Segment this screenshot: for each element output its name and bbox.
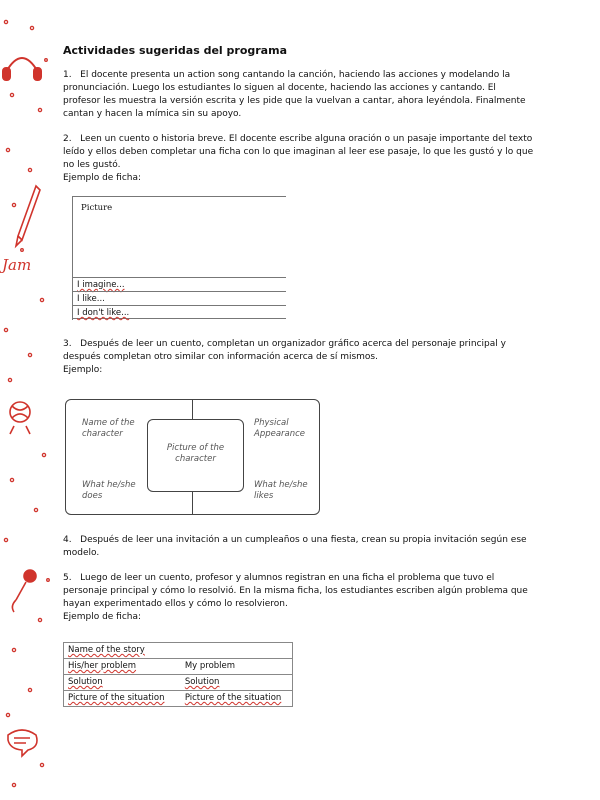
table-cell: [64, 691, 175, 707]
activity-4: 4. Después de leer una invitación a un cumpleaños o una fiesta, crean su propia invitación según ese modelo.: [63, 535, 527, 558]
table-cell: [175, 675, 293, 691]
table-row: [64, 675, 293, 691]
page-title: Actividades sugeridas del programa: [63, 44, 287, 57]
ficha-picture-label: Picture: [81, 203, 113, 213]
cell-text: Picture of the situation: [68, 693, 165, 703]
organizer-top-left: Name of the character: [82, 418, 135, 439]
table-row: [64, 659, 293, 675]
ficha-problem-solution: [63, 642, 293, 707]
jam-doodle-icon: Jam: [2, 256, 32, 274]
organizer-bottom-left: What he/she does: [82, 480, 136, 501]
microphone-icon: [12, 570, 36, 612]
speech-bubble-icon: [8, 730, 37, 756]
example-label-1: Ejemplo de ficha:: [63, 173, 142, 183]
document-body: [63, 44, 535, 624]
table-cell: [175, 659, 293, 675]
organizer-bottom-right: What he/she likes: [254, 480, 308, 501]
headphones-icon: [3, 58, 41, 80]
table-row: [64, 691, 293, 707]
ficha3-header: [64, 643, 293, 659]
cell-text: Solution: [184, 677, 220, 687]
table-cell: [175, 691, 293, 707]
activity-3: 3. Después de leer un cuento, completan un organizador gráfico acerca del personaje principal y después completan otro similar con información acerca de sí mismos.: [63, 339, 506, 362]
ficha-row-label: I don't like...: [77, 308, 130, 318]
table-row: [64, 643, 293, 659]
ficha-row-label: I imagine...: [77, 280, 125, 290]
table-cell: [64, 675, 175, 691]
table-cell: [64, 659, 175, 675]
organizer-center-box: [147, 419, 244, 492]
cell-text: His/her problem: [68, 661, 137, 671]
cell-text: My problem: [184, 661, 236, 671]
activity-2: 2. Leen un cuento o historia breve. El docente escribe alguna oración o un pasaje importante del texto leído y ellos deben completar una ficha con lo que imaginan al leer ese pasaje, lo que les gustó y lo que no les gustó.: [63, 134, 534, 170]
example-label-2: Ejemplo:: [63, 365, 103, 375]
cell-text: Picture of the situation: [184, 693, 282, 703]
organizer-center: Picture of the character: [166, 443, 225, 464]
character-organizer: [65, 399, 320, 515]
ficha-row: [73, 291, 286, 305]
activity-5: 5. Luego de leer un cuento, profesor y alumnos registran en una ficha el problema que tuvo el personaje principal y cómo lo resolvió. En la misma ficha, los estudiantes escriben algún problema que hayan experimentado ellos y cómo lo resolvieron.: [63, 573, 528, 609]
margin-decoration: [0, 0, 55, 800]
example-label-3: Ejemplo de ficha:: [63, 612, 142, 622]
ficha-row-label: I like...: [77, 294, 105, 304]
ficha-row: [73, 305, 286, 319]
pencil-icon: [16, 186, 40, 246]
ficha3-header-text: Name of the story: [68, 645, 145, 655]
ficha-row: [73, 277, 286, 291]
globe-icon: [10, 402, 30, 434]
cell-text: Solution: [68, 677, 103, 687]
activity-1: 1. El docente presenta un action song cantando la canción, haciendo las acciones y modelando la pronunciación. Luego los estudiantes lo siguen al docente, haciendo las acciones y cantando. El profesor les muestra la versión escrita y les pide que la vuelvan a cantar, ahora leyéndola. Finalmente cantan y hacen la mímica sin su apoyo.: [63, 70, 526, 119]
ficha-imagine-like: [72, 196, 286, 320]
organizer-top-right: Physical Appearance: [254, 418, 306, 439]
